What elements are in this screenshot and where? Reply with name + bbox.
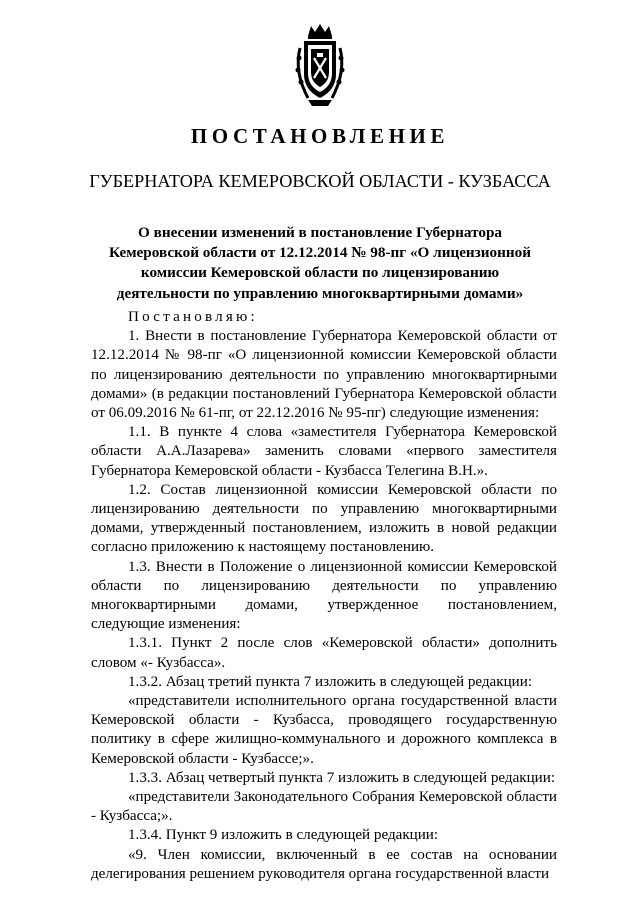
paragraph-1-1: 1.1. В пункте 4 слова «заместителя Губернатора Кемеровской области А.А.Лазарева» заменить словами «первого заместителя Губернатора Кемеровской области - Кузбасса Телегина В.Н.». [91,424,557,479]
paragraph-1-3-3: 1.3.3. Абзац четвертый пункта 7 изложить в следующей редакции: [128,769,556,786]
document-heading: О внесении изменений в постановление Губернатора Кемеровской области от 12.12.2014 № 98-пг «О лицензионной комиссии Кемеровской области по лицензированию деятельности по управлению многоквартирными домами» [109,224,531,302]
paragraph-quote-1: «представители исполнительного органа государственной власти Кемеровской области - Кузбасса, проводящего государственную политику в сфере жилищно-коммунального и дорожного комплекса в Кемеровской области - Кузбассе;». [91,693,557,767]
paragraph-quote-3: «9. Член комиссии, включенный в ее состав на основании делегирования решением руководителя органа государственной власти [91,846,557,882]
paragraph-1-2: 1.2. Состав лицензионной комиссии Кемеровской области по лицензированию деятельности по управлению многоквартирными домами, утвержденный постановлением, изложить в новой редакции согласно приложению к настоящему постановлению. [91,481,557,556]
document-subtitle: ГУБЕРНАТОРА КЕМЕРОВСКОЙ ОБЛАСТИ - КУЗБАССА [89,171,551,191]
document-title: ПОСТАНОВЛЕНИЕ [190,124,450,148]
paragraph-preamble: Постановляю: [128,309,258,325]
paragraph-1-3-4: 1.3.4. Пункт 9 изложить в следующей редакции: [128,827,439,844]
coat-of-arms-icon [290,22,350,108]
document-body [91,308,557,884]
paragraph-1-3-1: 1.3.1. Пункт 2 после слов «Кемеровской области» дополнить словом «- Кузбасса». [91,635,557,671]
paragraph-quote-2: «представители Законодательного Собрания Кемеровской области - Кузбасса;». [91,789,557,825]
paragraph-1-3-2: 1.3.2. Абзац третий пункта 7 изложить в следующей редакции: [128,673,533,690]
paragraph-1-3: 1.3. Внести в Положение о лицензионной комиссии Кемеровской области по лицензированию деятельности по управлению многоквартирными домами, утвержденное постановлением, следующие изменения: [91,558,557,633]
paragraph-1: 1. Внести в постановление Губернатора Кемеровской области от 12.12.2014 № 98-пг «О лицензионной комиссии Кемеровской области по лицензированию деятельности по управлению многоквартирными домами» (в редакции постановлений Губернатора Кемеровской области от 06.09.2016 № 61-пг, от 22.12.2016 № 95-пг) следующие изменения: [91,328,557,422]
